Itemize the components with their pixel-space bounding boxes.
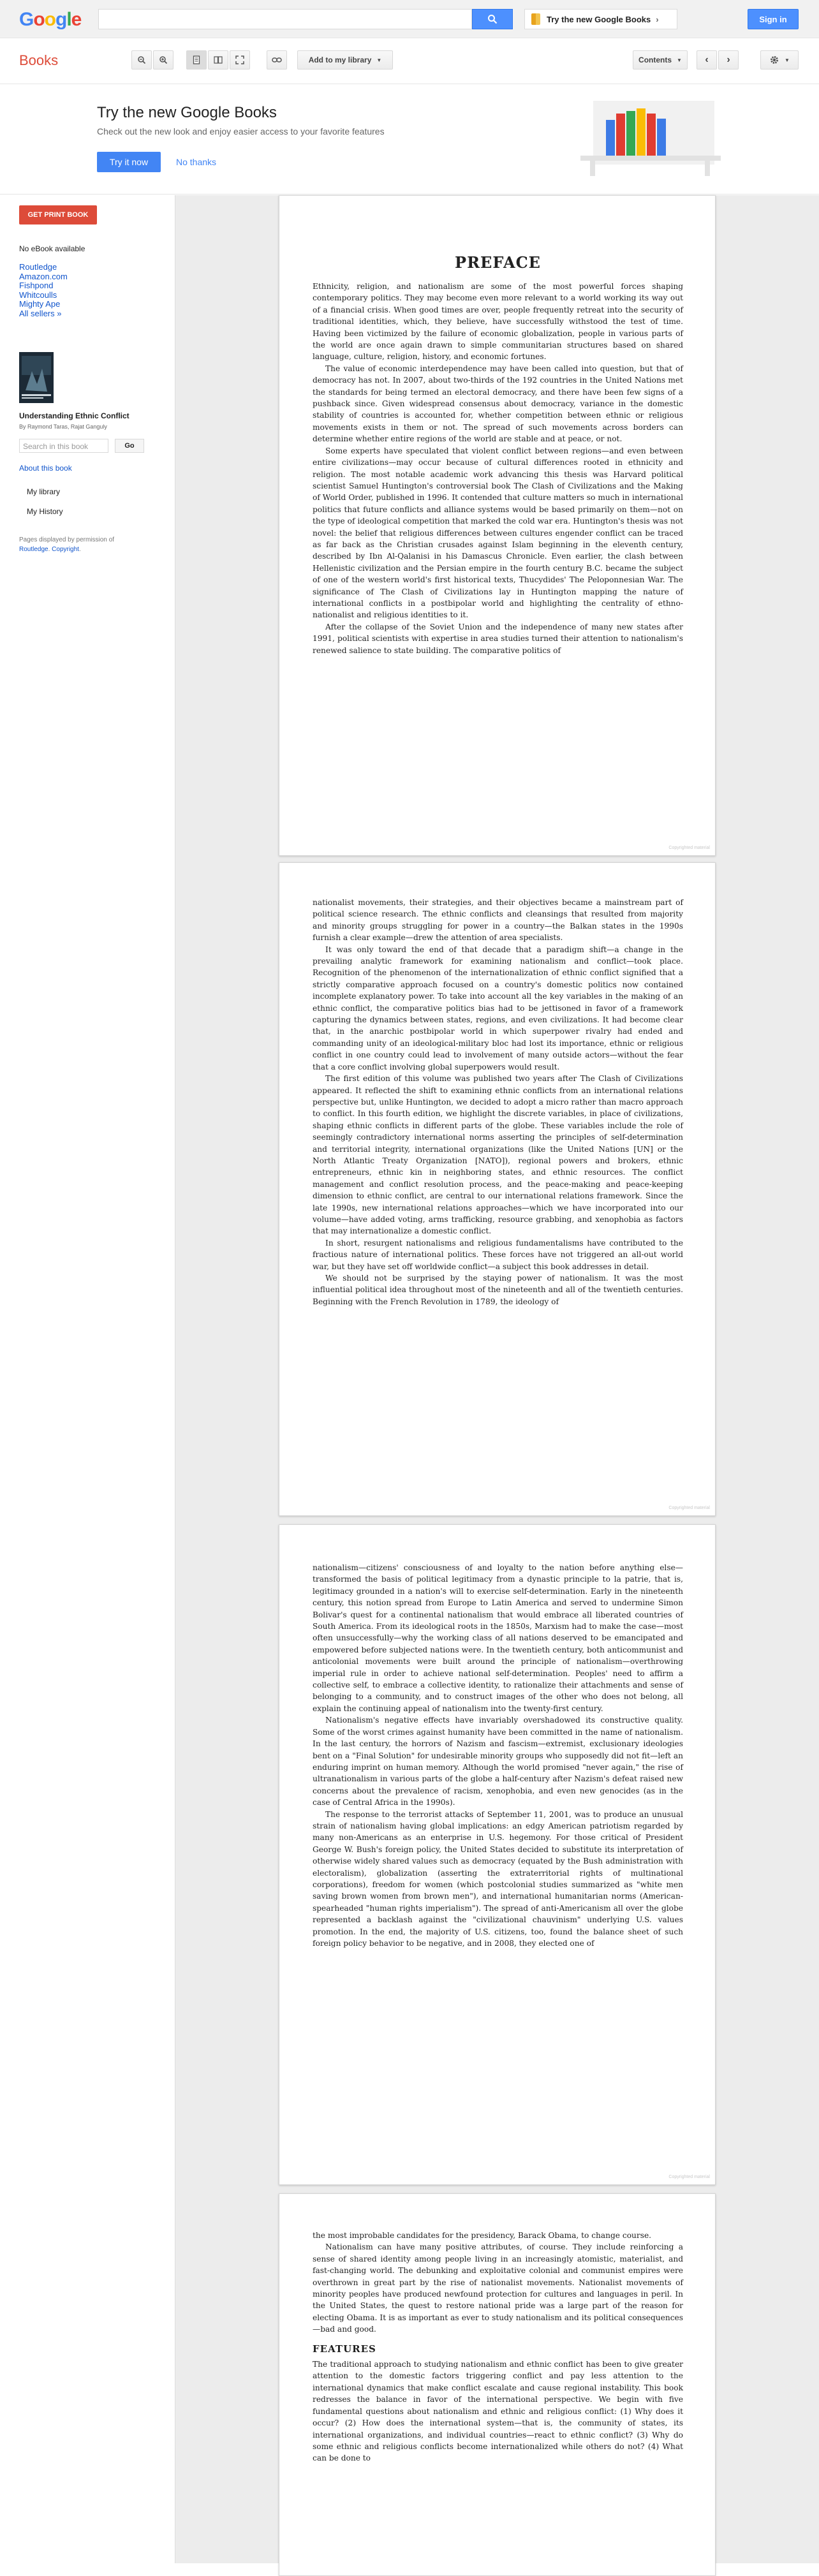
add-to-library-button[interactable] xyxy=(297,50,393,70)
chevron-right-icon: › xyxy=(656,14,659,24)
search-icon xyxy=(487,14,498,24)
logo-letter: o xyxy=(44,9,55,30)
books-title[interactable]: Books xyxy=(19,52,59,68)
page-body xyxy=(279,1525,715,1949)
my-history-link[interactable]: My History xyxy=(27,507,63,516)
paragraph: In short, resurgent nationalisms and religious fundamentalisms have contributed to the fractious nature of international politics. These forces have not triggered an all-out world war, but they have set off worldwide conflict—a subject this book addresses in detail. xyxy=(313,1238,683,1271)
my-library-link[interactable]: My library xyxy=(27,487,61,496)
paragraph: the most improbable candidates for the presidency, Barack Obama, to change course. xyxy=(313,2231,652,2240)
contents-label: Contents xyxy=(638,55,672,64)
logo-letter: e xyxy=(71,9,82,30)
try-new-google-books-button[interactable] xyxy=(524,9,677,29)
book-page xyxy=(279,2193,716,2576)
seller-link[interactable]: Amazon.com xyxy=(19,271,68,281)
google-search-input[interactable] xyxy=(98,9,472,29)
link-icon xyxy=(272,57,282,63)
permission-notice: Pages displayed by permission of Routledge. Copyright. xyxy=(19,536,114,553)
paragraph: nationalist movements, their strategies, and their objectives became a mainstream part of political science research. The ethnic conflicts and cleansings that resulted from majority and minority groups struggling for power in a country—the Balkan states in the 1990s furnish a clear example—drew the attention of area specialists. xyxy=(313,898,683,943)
chevron-left-icon: ‹ xyxy=(705,54,709,65)
all-sellers-link[interactable]: All sellers » xyxy=(19,308,62,318)
no-ebook-text: No eBook available xyxy=(19,244,85,253)
logo-letter: g xyxy=(55,9,67,30)
sellers-list xyxy=(19,263,68,318)
page-body xyxy=(279,2194,715,2464)
section-heading: FEATURES xyxy=(313,2343,376,2355)
get-print-book-button[interactable]: GET PRINT BOOK xyxy=(19,205,97,224)
fullscreen-icon xyxy=(235,55,244,64)
copyright-watermark: Copyrighted material xyxy=(668,846,710,850)
zoom-in-icon xyxy=(159,55,168,64)
paragraph: After the collapse of the Soviet Union and the independence of many new states after 1991, political scientists with expertise in area studies turned their attention to nationalism's renewed salience to state building. The comparative politics of xyxy=(313,622,683,655)
google-logo[interactable] xyxy=(19,9,81,31)
paragraph: The traditional approach to studying nationalism and ethnic conflict has been to give greater attention to the domestic factors triggering conflict and pay less attention to the international dynamics that make conflict escalate and cause regional instability. This book redresses the balance in favor of the international perspective. We begin with five fundamental questions about nationalism and ethnic and religious conflict: (1) Why does it occur? (2) How does the international system—that is, the community of states, its international organizations, and individual countries—react to ethnic conflict? (3) Why do some ethnic and religious conflicts become internationalized while others do not? (4) What can be done to xyxy=(313,2360,683,2463)
copyright-link[interactable]: Copyright xyxy=(52,546,79,553)
paragraph: Ethnicity, religion, and nationalism are some of the most powerful forces shaping contemporary politics. They may become even more relevant to a world working its way out of a financial crisis. When good times are over, people frequently retreat into the security of traditional identities, which, they believe, have successfully withstood the test of time. Having been victimized by the failure of economic globalization, people in various parts of the world are once again drawn to simple communitarian structures based on shared language, culture, religion, history, and economic fortunes. xyxy=(313,282,683,362)
paragraph: The value of economic interdependence may have been called into question, but that of democracy has not. In 2007, about two-thirds of the 192 countries in the United Nations met the standards for being termed an electoral democracy, and there have been few signs of a pushback since. Given widespread consensus about democracy, variance in the domestic stability of countries is accounted for, whether competition between ethnic or religious movements exists in them or not. The spread of such movements across borders can determine whether entire regions of the world are stable and at peace, or not. xyxy=(313,364,683,444)
zoom-out-button[interactable] xyxy=(131,50,152,70)
seller-link[interactable]: Fishpond xyxy=(19,281,54,290)
google-search-button[interactable] xyxy=(472,9,513,29)
paragraph: Nationalism's negative effects have invariably overshadowed its constructive quality. Some of the worst crimes against humanity have been committed in the name of nationalism. In the last century, the horrors of Nazism and fascism—extremist, exclusionary ideologies bent on a "Final Solution" for undesirable minority groups who supposedly did not fit—left an enduring imprint on human memory. Although the world promised "never again," the rise of ultranationalism in various parts of the globe a half-century after Nazism's defeat raised new concerns about the prevalence of racism, xenophobia, and even new genocides (as in the case of Central Africa in the 1990s). xyxy=(313,1716,683,1807)
paragraph: Some experts have speculated that violent conflict between regions—and even between entire civilizations—may occur because of cultural differences rooted in ethnicity and religion. The most notable academic work advancing this thesis was Harvard political scientist Samuel Huntington's controversial book The Clash of Civilizations and the Making of World Order, published in 1996. It contended that culture matters so much in international politics that future conflicts and alliance systems would be based primarily on them—not on the type of ideological competition that marked the cold war era. Huntington's thesis was not novel: the belief that religious differences between cultures engender conflict can be traced as far back as the Christian crusades against Islam beginning in the eleventh century, described by Ibn Al-Qalanisi in his Damascus Chronicle. Even earlier, the clash between Hellenistic civilization and the Persian empire in the fourth century B.C. became the subject of one of the western world's first historical texts, Thucydides' The Peloponnesian War. The significance of The Clash of Civilizations lay in Huntington mapping the nature of international conflicts in a postbipolar world and highlighting the centrality of ethno-nationalist and religious identities to it. xyxy=(313,446,683,620)
page-heading: PREFACE xyxy=(455,253,541,272)
chevron-right-icon: › xyxy=(727,54,730,65)
page-body xyxy=(279,863,715,1307)
logo-letter: G xyxy=(19,9,34,30)
logo-letter: l xyxy=(66,9,71,30)
copyright-watermark: Copyrighted material xyxy=(668,2175,710,2179)
paragraph: nationalism—citizens' consciousness of and loyalty to the nation before anything else—transformed the basis of political legitimacy from a dynastic principle to la patrie, that is, legitimacy grounded in a nation's will to exercise self-determination. Early in the nineteenth century, this notion spread from Europe to Latin America and served to undermine Simon Bolivar's quest for a continental nationalism that would embrace all liberated countries of South America. From its ideological roots in the 1850s, Marxism had to make the case—most often unsuccessfully—why the working class of all nations deserved to be emancipated and empowered before subjected nations were. In the twentieth century, both anticommunist and anticolonial movements were built around the principle of nationalism—overthrowing imperial rule in order to achieve national self-determination. Peoples' need to affirm a collective self, to embrace a collective identity, to rationalize their attachments and sense of belonging to a community, and to construct images of the other who does not belong, all explain the continuing appeal of nationalism into the twenty-first century. xyxy=(313,1563,683,1713)
book-cover-thumbnail[interactable] xyxy=(19,352,54,403)
about-this-book-link[interactable]: About this book xyxy=(19,464,72,473)
permission-text: Pages displayed by permission of xyxy=(19,536,114,543)
contents-button[interactable] xyxy=(633,50,688,70)
chevron-down-icon: ▼ xyxy=(376,57,382,63)
single-page-icon xyxy=(193,55,200,64)
paragraph: It was only toward the end of that decade that a paradigm shift—a change in the prevailing analytic framework for examining nationalism and conflict—took place. Recognition of the phenomenon of the internationalization of ethnic conflict signified that a strictly comparative approach focused on a country's domestic politics now contained incomplete explanatory power. To take into account all the key variables in the making of an ethnic conflict, the comparative politics bias had to be jettisoned in favor of a framework capturing the dynamics between states, regions, and even civilizations. It had become clear that, in the anarchic postbipolar world in which superpower rivalry had ended and commanding unity of an ideological-military bloc had lost its importance, ethnic or religious conflict in one country could lead to involvement of many outside actors—without the fear that a core conflict involving global superpowers would result. xyxy=(313,945,683,1071)
logo-letter: o xyxy=(33,9,45,30)
bookshelf-illustration xyxy=(577,94,721,177)
book-authors: By Raymond Taras, Rajat Ganguly xyxy=(19,423,107,430)
try-new-label: Try the new Google Books xyxy=(547,14,651,24)
book-page xyxy=(279,195,716,856)
publisher-link[interactable]: Routledge xyxy=(19,546,48,553)
settings-button[interactable] xyxy=(760,50,799,70)
promo-title: Try the new Google Books xyxy=(97,104,277,121)
copyright-watermark: Copyrighted material xyxy=(668,1506,710,1510)
add-to-library-label: Add to my library xyxy=(308,55,372,64)
book-cover-image xyxy=(19,352,54,403)
zoom-in-button[interactable] xyxy=(153,50,173,70)
two-page-view-button[interactable] xyxy=(208,50,228,70)
paragraph: The response to the terrorist attacks of September 11, 2001, was to produce an unusual strain of nationalism having global implications: an edgy American patriotism regarded by many non-Americans as an enterprise in U.S. hegemony. For those critical of President George W. Bush's foreign policy, the United States decided to substitute its interpretation of otherwise widely shared values such as democracy (equated by the Bush administration with electoralism), globalization (asserting the extraterritorial rights of multinational corporations), freedom for women (which postcolonial studies summarized as "white men saving brown women from brown men"), and international humanitarian norms (American-spearheaded "human rights imperialism"). The spread of anti-Americanism all over the globe represented a backlash against the "civilizational chauvinism" underlying U.S. values promotion. In the end, the majority of U.S. citizens, too, found the balance sheet of such foreign policy behavior to be negative, and in 2008, they elected one of xyxy=(313,1809,683,1948)
chevron-down-icon: ▼ xyxy=(677,57,682,63)
seller-link[interactable]: Whitcoulls xyxy=(19,290,57,300)
paragraph: We should not be surprised by the staying power of nationalism. It was the most influential political idea throughout most of the nineteenth and all of the twentieth centuries. Beginning with the French Revolution in 1789, the ideology of xyxy=(313,1274,683,1306)
promo-subtitle: Check out the new look and enjoy easier access to your favorite features xyxy=(97,126,385,136)
book-page xyxy=(279,1524,716,2185)
sign-in-button[interactable]: Sign in xyxy=(748,9,799,29)
seller-link[interactable]: Routledge xyxy=(19,262,57,272)
go-button[interactable]: Go xyxy=(115,439,144,453)
book-title: Understanding Ethnic Conflict xyxy=(19,411,129,420)
book-page xyxy=(279,862,716,1516)
try-it-now-button[interactable]: Try it now xyxy=(97,152,161,172)
previous-page-button[interactable] xyxy=(697,50,717,70)
link-button[interactable] xyxy=(267,50,287,70)
zoom-out-icon xyxy=(137,55,146,64)
fullscreen-button[interactable] xyxy=(230,50,250,70)
seller-link[interactable]: Mighty Ape xyxy=(19,299,61,309)
google-books-icon xyxy=(531,13,540,25)
chevron-down-icon: ▼ xyxy=(785,57,790,63)
gear-icon xyxy=(769,55,779,65)
no-thanks-link[interactable]: No thanks xyxy=(176,157,217,167)
next-page-button[interactable] xyxy=(718,50,739,70)
paragraph: The first edition of this volume was published two years after The Clash of Civilizations appeared. It reflected the shift to examining ethnic conflicts from an international relations perspective but, unlike Huntington, we decided to adopt a micro rather than macro approach to conflict. In this fourth edition, we highlight the discrete variables, in place of civilizations, shaping ethnic conflicts in different parts of the globe. These variables include the role of seemingly contradictory international norms asserting the principles of self-determination and territorial integrity, international organizations (like the United Nations [UN] or the North Atlantic Treaty Organization [NATO]), regional powers and brokers, ethnic entrepreneurs, ethnic kin in neighboring states, and ethnic resources. The conflict management and conflict resolution process, and the peace-making and peace-keeping dimension to ethnic conflict, are central to our international relations framework. Since the late 1990s, new international relations approaches—which we have incorporated into our volume—have added voting, arms trafficking, resource grabbing, and xenophobia as factors that may internationalize a domestic conflict. xyxy=(313,1074,683,1236)
paragraph: Nationalism can have many positive attributes, of course. They include reinforcing a sense of shared identity among people living in an increasingly atomistic, materialist, and fast-changing world. The debunking and exploitative colonial and communist empires were overthrown in great part by the rise of nationalist movements. Nationalist movements of minority peoples have produced newfound protection for cultures and languages in peril. In the United States, the quest to restore national pride was a large part of the reason for electing Obama. It is as important as ever to study nationalism and its political consequences—bad and good. xyxy=(313,2242,683,2334)
two-page-icon xyxy=(214,55,223,64)
single-page-view-button[interactable] xyxy=(186,50,207,70)
page-body xyxy=(313,281,683,656)
search-in-book-input[interactable]: Search in this book xyxy=(19,439,108,453)
